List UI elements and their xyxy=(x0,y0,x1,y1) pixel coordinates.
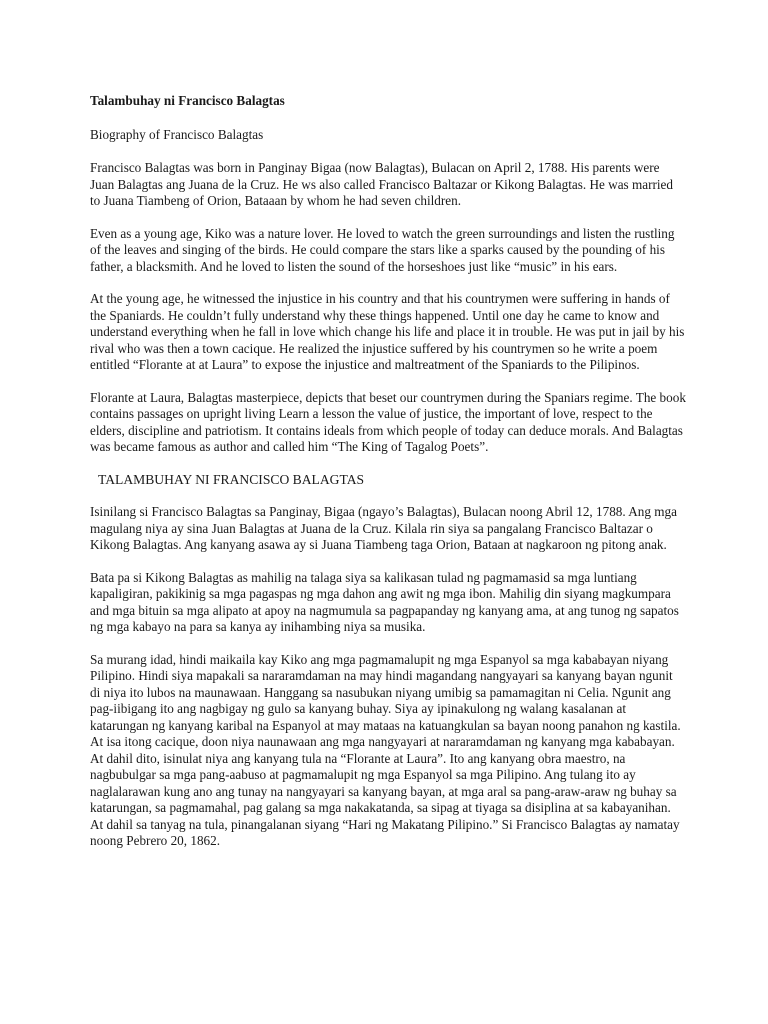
filipino-paragraph-birth: Isinilang si Francisco Balagtas sa Panginay, Bigaa (ngayo’s Balagtas), Bulacan noong Abril 12, 1788. Ang mga magulang niya ay sina Juan Balagtas at Juana de la Cruz. Kilala rin siya sa pangalang Francisco Baltazar o Kikong Balagtas. Ang kanyang asawa ay si Juana Tiambeng taga Orion, Bataan at nagkaroon ng pitong anak. xyxy=(90,504,677,552)
english-paragraph-childhood: Even as a young age, Kiko was a nature lover. He loved to watch the green surroundings and listen the rustling of the leaves and singing of the birds. He could compare the stars like a sparks caused by the pounding of his father, a blacksmith. And he loved to listen the sound of the horseshoes just like “music” in his ears. xyxy=(90,225,675,274)
english-paragraph-masterpiece: Florante at Laura, Balagtas masterpiece, depicts that beset our countrymen during the Spaniars regime. The book contains passages on upright living Learn a lesson the value of justice, the important of love, respect to the elders, discipline and patriotism. It contains ideals from which people of today can deduce morals. And Balagtas was became famous as author and called him “The King of Tagalog Poets”. xyxy=(90,389,686,454)
filipino-paragraph-injustice: Sa murang idad, hindi maikaila kay Kiko ang mga pagmamalupit ng mga Espanyol sa mga kababayan niyang Pilipino. Hindi siya mapakali sa nararamdaman na may hindi magandang nangyayari sa kanyang bayan ngunit di niya ito lubos na maunawaan. Hanggang sa nasubukan niyang umibig sa pamamagitan ni Celia. Ngunit ang pag-iibigang ito ang nagbigay ng gulo sa kanyang buhay. Siya ay ipinakulong ng walang kasalanan at katarungan ng kanyang karibal na Espanyol at may mataas na katuangkulan sa bayan noong panahon ng kastila. At isa itong cacique, doon niya naunawaan ang mga nangyayari at nararamdaman ng kanyang mga kababayan. At dahil dito, isinulat niya ang kanyang tula na “Florante at Laura”. Ito ang kanyang obra maestro, na nagbubulgar sa mga pang-aabuso at pagmamalupit ng mga Espanyol sa mga Pilipino. Ang tulang ito ay naglalarawan kung ano ang tunay na nangyayari sa kanyang bayan, at mga aral sa pang-araw-araw ng buhay sa katarungan, sa pagmamahal, pag galang sa mga nakakatanda, sa sipag at tiyaga sa disiplina at sa kabayanihan. At dahil sa tanyag na tula, pinangalanan siyang “Hari ng Makatang Pilipino.” Si Francisco Balagtas ay namatay noong Pebrero 20, 1862. xyxy=(90,651,681,848)
document-title: Talambuhay ni Francisco Balagtas xyxy=(90,93,285,108)
document-page xyxy=(90,93,686,866)
english-paragraph-birth: Francisco Balagtas was born in Panginay Bigaa (now Balagtas), Bulacan on April 2, 1788. His parents were Juan Balagtas ang Juana de la Cruz. He ws also called Francisco Baltazar or Kikong Balagtas. He was married to Juana Tiambeng of Orion, Bataaan by whom he had seven children. xyxy=(90,160,673,208)
english-paragraph-injustice: At the young age, he witnessed the injustice in his country and that his countrymen were suffering in hands of the Spaniards. He couldn’t fully understand why these things happened. Until one day he came to know and understand everything when he fall in love which change his life and place it in trouble. He was put in jail by his rival who was then a town cacique. He realized the injustice suffered by his countrymen so he write a poem entitled “Florante at at Laura” to expose the injustice and maltreatment of the Spaniards to the Pilipinos. xyxy=(90,291,685,372)
filipino-paragraph-childhood: Bata pa si Kikong Balagtas as mahilig na talaga siya sa kalikasan tulad ng pagmamasid sa mga luntiang kapaligiran, pakikinig sa mga pagaspas ng mga dahon ang awit ng mga ibon. Mahilig din siyang magkumpara and mga bituin sa mga alipato at apoy na nagmumula sa pagpapanday ng kanyang ama, at ang tunog ng sapatos ng mga kabayo na para sa kanya ay inihambing niya sa musika. xyxy=(90,569,679,634)
document-subtitle: Biography of Francisco Balagtas xyxy=(90,126,264,142)
filipino-section-heading: TALAMBUHAY NI FRANCISCO BALAGTAS xyxy=(98,471,365,487)
